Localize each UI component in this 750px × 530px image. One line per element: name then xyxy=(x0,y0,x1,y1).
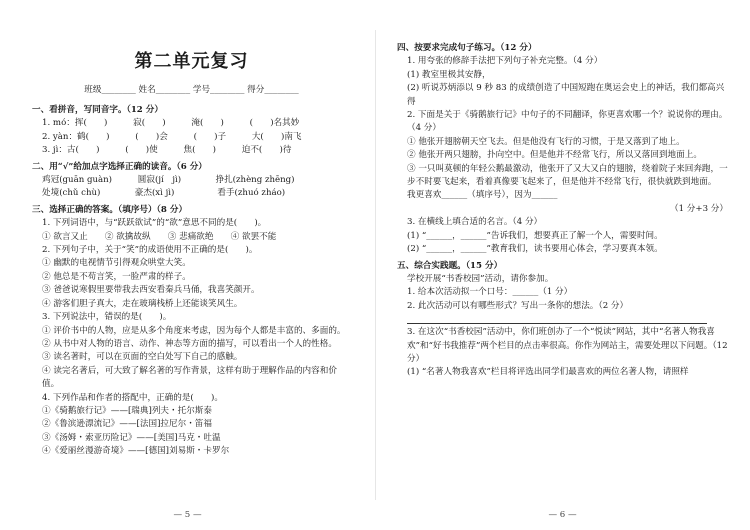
q3-line: 4. 下列作品和作者的搭配中，正确的是( )。 xyxy=(42,392,223,403)
q1-row-1: 1. mó：挥( ) 寂( ) 淹( ) ( )名其妙 xyxy=(42,118,300,129)
q3-line: 1. 下列词语中，与“跃跃欲试”的“欲”意思不同的是( )。 xyxy=(42,218,267,229)
answer-underline[interactable] xyxy=(407,313,707,324)
q3-line: ② 他总是不苟言笑，一脸严肃的样子。 xyxy=(42,271,191,282)
q3-line: ③ 爸爸说寒假里要带我去西安看秦兵马俑，我喜笑颜开。 xyxy=(42,285,260,296)
q3-line: 2. 下列句子中，关于“笑”的成语使用不正确的是( )。 xyxy=(42,245,258,256)
q1-row-3: 3. jì：古( ) ( )使 焦( ) 迫不( )待 xyxy=(42,145,292,156)
q5-line: 学校开展“书香校园”活动，请你参加。 xyxy=(407,273,554,284)
q3-line: ③《汤姆・索亚历险记》——[美国]马克・吐温 xyxy=(42,432,221,443)
q5-line: 3. 在这次“书香校园”活动中，你们班创办了一个“悦读”网站，其中“名著人物我喜欢”和“好书我推荐”两个栏目的点击率很高。你作为网站主，需要处理以下问题。（12 分） xyxy=(407,327,728,364)
section-5-heading: 五、综合实践题。（15 分） xyxy=(397,260,503,271)
q4-line: ② 他张开两只翅膀，扑向空中。但是他并不经常飞行，所以又落回到地面上。 xyxy=(407,150,702,161)
q3-line: ③ 读名著时，可以在页面的空白处写下自己的感触。 xyxy=(42,352,243,363)
q4-line: (2) “______，______”教育我们，读书要用心体会，学习要真本领。 xyxy=(407,244,663,255)
q3-line: ②《鲁滨逊漂流记》——[法国]拉尼尔・笛福 xyxy=(42,419,212,430)
page-title: 第二单元复习 xyxy=(134,51,249,72)
q2-row-1: 鸡冠(guān guàn) 圆寂(jí jì) 挣扎(zhèng zhēng) xyxy=(42,175,295,186)
q4-line: (2) 听说苏炳添以 9 秒 83 的成绩创造了中国短跑在奥运会史上的神话，我们都高兴得 xyxy=(407,83,725,107)
q4-line: 2. 下面是关于《骑鹅旅行记》中句子的不同翻译，你更喜欢哪一个？说说你的理由。（4 分） xyxy=(407,110,728,134)
q5-line: 2. 此次活动可以有哪些形式？写出一条你的想法。（2 分） xyxy=(407,300,629,311)
q5-line: 1. 给本次活动拟一个口号：______（1 分） xyxy=(407,287,573,298)
q3-line: ① 欲言又止 ② 欲擒故纵 ③ 悲痛欲绝 ④ 欲罢不能 xyxy=(42,231,277,242)
q4-line: (1) “______，______”告诉我们，想要真正了解一个人，需要时间。 xyxy=(407,230,663,241)
page-number-left: — 5 — xyxy=(173,510,202,520)
q3-line: 3. 下列说法中，错误的是( )。 xyxy=(42,312,172,323)
q4-line: ① 他张开翅膀朝天空飞去。但是他没有飞行的习惯，于是又落到了地上。 xyxy=(407,136,685,147)
q3-line: ④ 游客们胆子真大，走在玻璃栈桥上还能谈笑风生。 xyxy=(42,298,243,309)
q3-line: ①《骑鹅旅行记》——[瑞典]列夫・托尔斯泰 xyxy=(42,405,212,416)
q4-line: 我更喜欢______（填序号），因为______ xyxy=(407,190,558,201)
section-3-heading: 三、选择正确的答案。（填序号）（8 分） xyxy=(32,204,188,215)
section-2-heading: 二、用“√”给加点字选择正确的读音。（6 分） xyxy=(32,161,207,172)
q4-line: (1) 教室里极其安静， xyxy=(407,69,491,80)
q3-line: ④ 读完名著后，可大致了解名著的写作背景，这样有助于理解作品的内容和价值。 xyxy=(42,365,337,390)
q4-line: ③ 一只叫莫顿的年轻公鹅最激动，他张开了又大又白的翅膀，绕着院子来回奔跑，一步不时要飞起来，看着真像要飞起来了，但是他并不经常飞行，很快就跌到地面。 xyxy=(407,163,728,188)
student-info-line: 班级________ 姓名________ 学号________ 得分________ xyxy=(84,85,299,95)
section-1-heading: 一、看拼音，写同音字。（12 分） xyxy=(32,105,163,115)
page-number-right: — 6 — xyxy=(548,510,577,520)
q1-row-2: 2. yàn：鹤( ) ( )会 ( )子 大( )南飞 xyxy=(42,131,302,142)
q3-line: ① 评价书中的人物，应是从多个角度来考虑，因为每个人都是丰富的、多面的。 xyxy=(42,325,346,336)
blank-answer-line xyxy=(397,313,728,326)
q3-line: ④《爱丽丝漫游奇境》——[德国]刘易斯・卡罗尔 xyxy=(42,446,230,457)
q3-line: ② 从书中对人物的语言、动作、神态等方面的描写，可以看出一个人的性格。 xyxy=(42,338,337,349)
right-page xyxy=(375,0,750,530)
q3-line: ① 幽默的电视情节引得观众哄堂大笑。 xyxy=(42,258,191,269)
q5-line: (1) “名著人物我喜欢”栏目将评选出同学们最喜欢的两位名著人物，请照样 xyxy=(407,367,689,378)
q2-row-2: 处境(chǔ chù) 豪杰(xì jì) 看手(zhuó zháo) xyxy=(42,188,286,199)
section-4-heading: 四、按要求完成句子练习。（12 分） xyxy=(397,43,537,53)
q4-score-note: （1 分+3 分） xyxy=(670,203,728,214)
q4-line: 1. 用夸张的修辞手法把下列句子补充完整。（4 分） xyxy=(407,56,603,67)
q4-line: 3. 在横线上填合适的名言。（4 分） xyxy=(407,217,543,228)
